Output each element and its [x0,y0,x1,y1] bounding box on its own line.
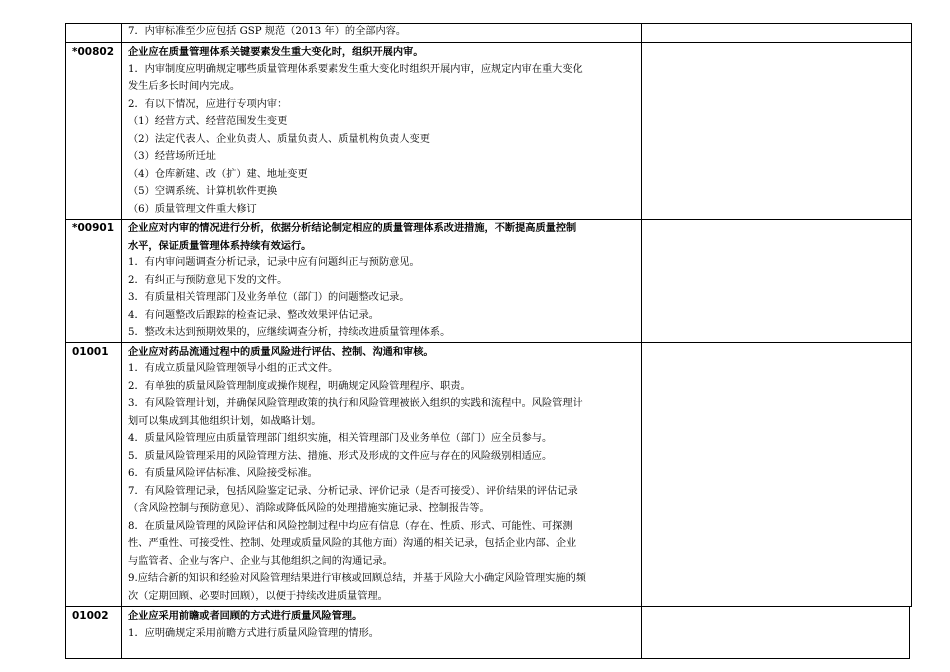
row-divider [65,342,912,343]
requirement-line: 2．有纠正与预防意见下发的文件。 [128,275,288,286]
item-code: *00901 [72,222,115,234]
table-border-right-last [909,606,910,658]
requirement-line: （4）仓库新建、改（扩）建、地址变更 [128,169,308,180]
requirement-line: （含风险控制与预防意见）、消除或降低风险的处理措施实施记录、控制报告等。 [128,503,490,514]
requirement-line: （5）空调系统、计算机软件更换 [128,186,278,197]
requirement-line: 9.应结合新的知识和经验对风险管理结果进行审核或回顾总结，并基于风险大小确定风险管理实施的频 [128,573,586,584]
requirement-line: 4．质量风险管理应由质量管理部门组织实施，相关管理部门及业务单位（部门）应全员参与。 [128,433,553,444]
row-divider [65,606,912,607]
requirement-line: 6．有质量风险评估标准、风险接受标准。 [128,468,318,479]
requirement-line: 7．有风险管理记录，包括风险鉴定记录、分析记录、评价记录（是否可接受）、评价结果的评估记录 [128,486,578,497]
requirement-line: 4．有问题整改后跟踪的检查记录、整改效果评估记录。 [128,310,379,321]
table-border-right [911,23,912,606]
row-border-top [65,23,912,24]
item-code: *00802 [72,46,115,58]
item-code: 01001 [72,346,109,358]
row-divider [65,42,912,43]
table-border-left [65,23,66,658]
item-code: 01002 [72,610,109,622]
requirement-heading: 企业应在质量管理体系关键要素发生重大变化时，组织开展内审。 [128,46,424,58]
requirement-line: 2．有以下情况，应进行专项内审： [128,99,288,110]
requirement-heading: 企业应采用前瞻或者回顾的方式进行质量风险管理。 [128,610,363,622]
requirement-line: （1）经营方式、经营范围发生变更 [128,116,288,127]
requirement-line: 8．在质量风险管理的风险评估和风险控制过程中均应有信息（存在、性质、形式、可能性、可探测 [128,521,573,532]
requirement-line: 2．有单独的质量风险管理制度或操作规程，明确规定风险管理程序、职责。 [128,381,471,392]
requirement-heading: 企业应对药品流通过程中的质量风险进行评估、控制、沟通和审核。 [128,346,434,358]
requirement-heading: 企业应对内审的情况进行分析，依据分析结论制定相应的质量管理体系改进措施，不断提高质量控制 [128,222,577,234]
requirement-line: 5．质量风险管理采用的风险管理方法、措施、形式及形成的文件应与存在的风险级别相适应。 [128,451,553,462]
requirement-line: 3．有质量相关管理部门及业务单位（部门）的问题整改记录。 [128,292,410,303]
requirement-line: （2）法定代表人、企业负责人、质量负责人、质量机构负责人变更 [128,134,430,145]
requirement-line: 1．应明确规定采用前瞻方式进行质量风险管理的情形。 [128,628,379,639]
row-divider [65,219,912,220]
column-divider-content [641,23,642,658]
requirement-line: 与监管者、企业与客户、企业与其他组织之间的沟通记录。 [128,556,393,567]
requirement-line: 1．有成立质量风险管理领导小组的正式文件。 [128,363,339,374]
requirement-line: （3）经营场所迁址 [128,151,216,162]
requirement-line: 划可以集成到其他组织计划，如战略计划。 [128,416,322,427]
requirement-line: 1．内审制度应明确规定哪些质量管理体系要素发生重大变化时组织开展内审，应规定内审在重大变化 [128,64,583,75]
row-border-bottom [65,658,910,659]
requirement-line: 3．有风险管理计划，并确保风险管理政策的执行和风险管理被嵌入组织的实践和流程中。风险管理计 [128,398,583,409]
requirement-line: 次（定期回顾、必要时回顾），以便于持续改进质量管理。 [128,591,388,602]
requirement-line: 7．内审标准至少应包括 GSP 规范（2013 年）的全部内容。 [128,26,407,37]
column-divider-code [121,23,122,658]
requirement-line: 发生后多长时间内完成。 [128,81,241,92]
requirement-line: 1．有内审问题调查分析记录，记录中应有问题纠正与预防意见。 [128,257,420,268]
requirement-line: 5．整改未达到预期效果的，应继续调查分析，持续改进质量管理体系。 [128,327,451,338]
requirement-heading: 水平，保证质量管理体系持续有效运行。 [128,240,312,252]
requirement-line: （6）质量管理文件重大修订 [128,204,257,215]
requirement-line: 性、严重性、可接受性、控制、处理或质量风险的其他方面）沟通的相关记录，包括企业内部、企业 [128,538,577,549]
